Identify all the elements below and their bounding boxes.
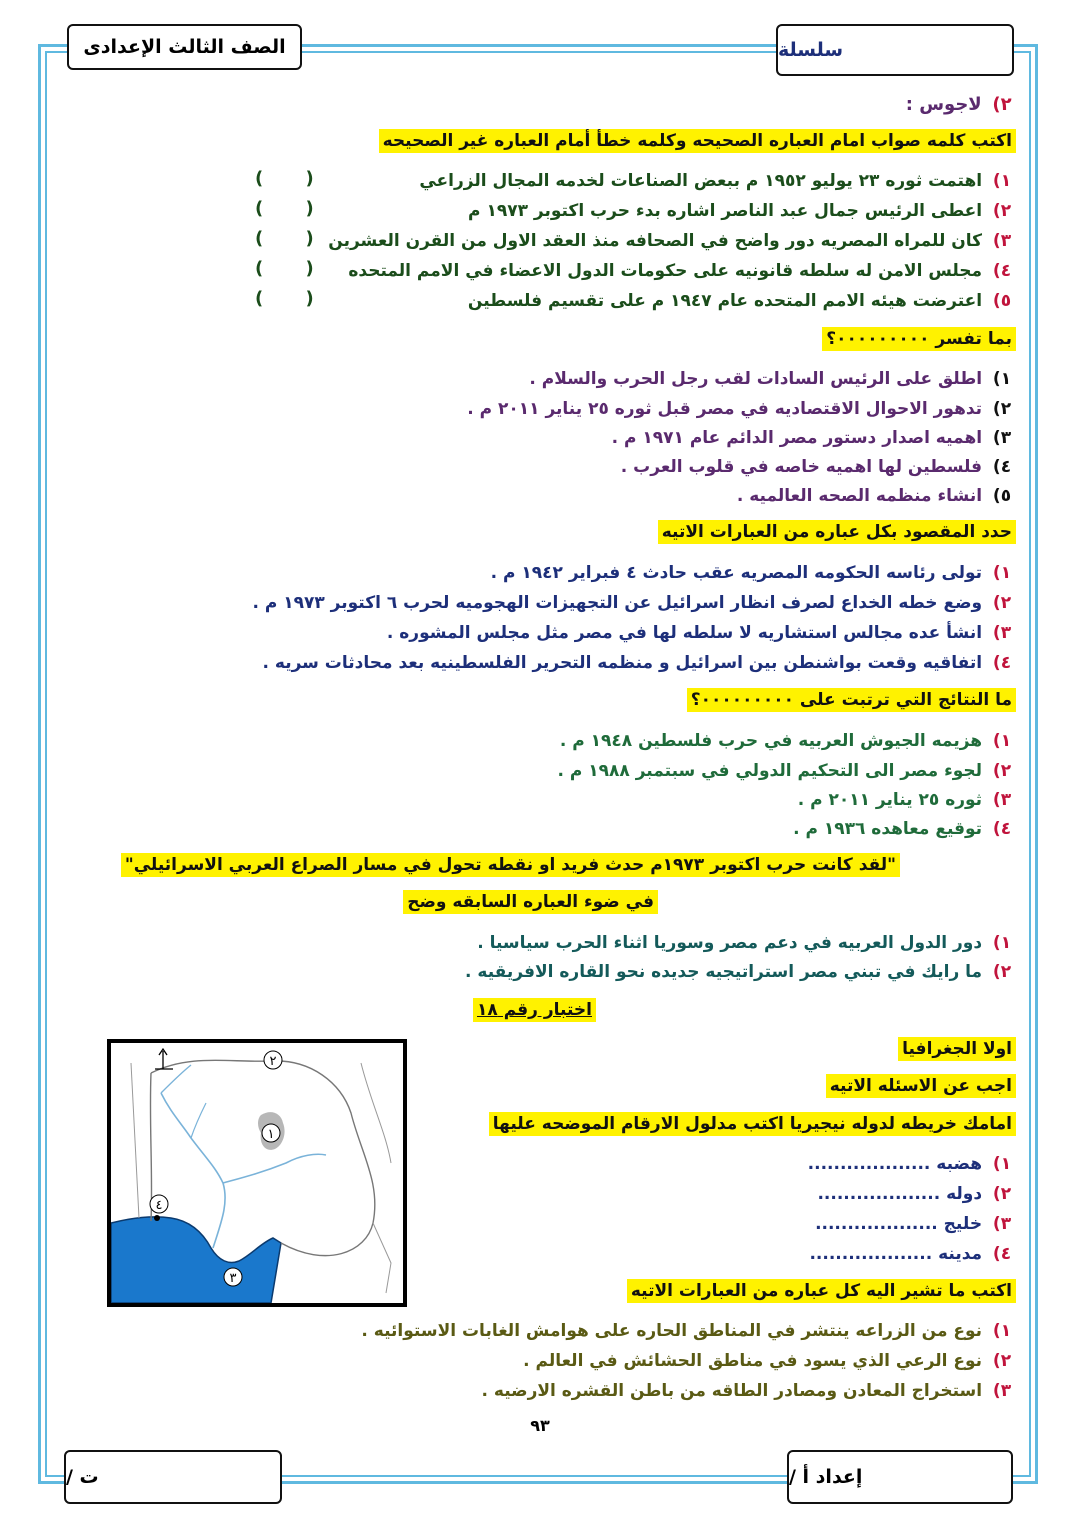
list-item: ١) نوع من الزراعه ينتشر في المناطق الحاره على هوامش الغابات الاستوائيه . [361, 1321, 1012, 1341]
list-item: ٥) انشاء منظمه الصحه العالميه . [736, 486, 1012, 506]
list-item: ١) تولى رئاسه الحكومه المصريه عقب حادث ٤ فبراير ١٩٤٢ م . [490, 563, 1012, 583]
grade-label: الصف الثالث الإعدادى [83, 36, 286, 58]
q5-subheading: في ضوء العباره السابقه وضح [403, 889, 658, 915]
q2-heading: بما تفسر ٠٠٠٠٠٠٠٠٠؟ [822, 326, 1016, 352]
map-question: امامك خريطه لدوله نيجيريا اكتب مدلول الارقام الموضحه عليها [489, 1111, 1016, 1137]
nigeria-map [107, 1039, 407, 1307]
list-item: ٣) استخراج المعادن ومصادر الطاقه من باطن القشره الارضيه . [481, 1381, 1012, 1401]
list-item: ٤) فلسطين لها اهميه خاصه في قلوب العرب . [620, 457, 1012, 477]
map-drawing [111, 1043, 403, 1303]
q3-heading: حدد المقصود بكل عباره من العبارات الاتيه [658, 519, 1016, 545]
sea-area [111, 1217, 281, 1303]
geo-answer: اجب عن الاسئله الاتيه [826, 1073, 1016, 1099]
series-label: سلسلة [778, 39, 844, 61]
list-item: ١) اهتمت ثوره ٢٣ يوليو ١٩٥٢ م ببعض الصناعات لخدمه المجال الزراعي [419, 171, 1012, 191]
neighbor-border [373, 1223, 391, 1293]
list-item: ٢) نوع الرعي الذي يسود في مناطق الحشائش في العالم . [523, 1351, 1012, 1371]
list-item: ١) دور الدول العربيه في دعم مصر وسوريا اثناء الحرب سياسيا . [477, 933, 1012, 953]
answer-parens: ( ) [255, 288, 332, 309]
niger-tributary [191, 1103, 206, 1138]
test-title: اختبار رقم ١٨ [473, 997, 596, 1023]
list-item: ٤) مدينه ................... [809, 1244, 1012, 1264]
answer-parens: ( ) [255, 258, 332, 279]
phone-label: ت / [66, 1466, 99, 1488]
series-box [776, 24, 1014, 76]
list-item: ٣) خليج ................... [815, 1214, 1012, 1234]
list-item: ١) هضبه ................... [807, 1154, 1012, 1174]
list-item: ٢) تدهور الاحوال الاقتصاديه في مصر قبل ثوره ٢٥ يناير ٢٠١١ م . [467, 399, 1012, 419]
answer-parens: ( ) [255, 228, 332, 249]
neighbor-border [131, 1063, 139, 1218]
q1-heading: اكتب كلمه صواب امام العباره الصحيحه وكلمه خطأ أمام العباره غير الصحيحه [379, 128, 1016, 154]
list-item: ٢) لجوء مصر الى التحكيم الدولي في سبتمبر ١٩٨٨ م . [557, 761, 1012, 781]
list-item: ٢) اعطى الرئيس جمال عبد الناصر اشاره بدء حرب اكتوبر ١٩٧٣ م [468, 201, 1012, 221]
phone-box [64, 1450, 282, 1504]
map-label-4: ٤ [155, 1198, 163, 1213]
list-item: ٣) انشأ عده مجالس استشاريه لا سلطه لها في مصر مثل مجلس المشوره . [386, 623, 1012, 643]
list-item: ١) هزيمه الجيوش العربيه في حرب فلسطين ١٩٤٨ م . [559, 731, 1012, 751]
list-item: ٤) اتفاقيه وقعت بواشنطن بين اسرائيل و منظمه التحرير الفلسطينيه بعد محادثات سريه . [262, 653, 1012, 673]
city-marker [154, 1215, 160, 1221]
list-item: ٥) اعترضت هيئه الامم المتحده عام ١٩٤٧ م على تقسيم فلسطين [467, 291, 1012, 311]
prepared-by-box [787, 1450, 1013, 1504]
list-item: ٤) توقيع معاهده ١٩٣٦ م . [793, 819, 1012, 839]
map-label-1: ١ [267, 1127, 275, 1142]
map-label-3: ٣ [229, 1271, 237, 1286]
page-number: ٩٣ [530, 1416, 550, 1435]
list-item: ٤) مجلس الامن له سلطه قانونيه على حكومات الدول الاعضاء في الامم المتحده [348, 261, 1012, 281]
answer-parens: ( ) [255, 168, 332, 189]
geo-section: اولا الجغرافيا [898, 1036, 1016, 1062]
list-item: ٣) ثوره ٢٥ يناير ٢٠١١ م . [797, 790, 1012, 810]
answer-parens: ( ) [255, 198, 332, 219]
list-item: ٢) دوله ................... [817, 1184, 1012, 1204]
list-item: ٢) وضع خطه الخداع لصرف انظار اسرائيل عن التجهيزات الهجوميه لحرب ٦ اكتوبر ١٩٧٣ م . [252, 593, 1012, 613]
list-item: ٢) ما رايك في تبني مصر استراتيجيه جديده نحو القاره الافريقيه . [465, 962, 1012, 982]
neighbor-border [361, 1063, 391, 1163]
lesson-title: ٢) لاجوس : [905, 94, 1012, 115]
quote-text: "لقد كانت حرب اكتوبر ١٩٧٣م حدث فريد او نقطه تحول في مسار الصراع العربي الاسرائيلي" [121, 852, 900, 878]
prepared-by-label: إعداد أ / [789, 1466, 863, 1488]
list-item: ١) اطلق على الرئيس السادات لقب رجل الحرب والسلام . [529, 369, 1012, 389]
list-item: ٣) كان للمراه المصريه دور واضح في الصحافه منذ العقد الاول من القرن العشرين [328, 231, 1012, 251]
q4-heading: ما النتائج التي ترتبت على ٠٠٠٠٠٠٠٠٠؟ [687, 687, 1016, 713]
benue-river [223, 1154, 326, 1183]
list-item: ٣) اهميه اصدار دستور مصر الدائم عام ١٩٧١ م . [611, 428, 1012, 448]
geo-q-heading: اكتب ما تشير اليه كل عباره من العبارات الاتيه [627, 1278, 1016, 1304]
map-label-2: ٢ [269, 1054, 277, 1069]
grade-box [67, 24, 302, 70]
